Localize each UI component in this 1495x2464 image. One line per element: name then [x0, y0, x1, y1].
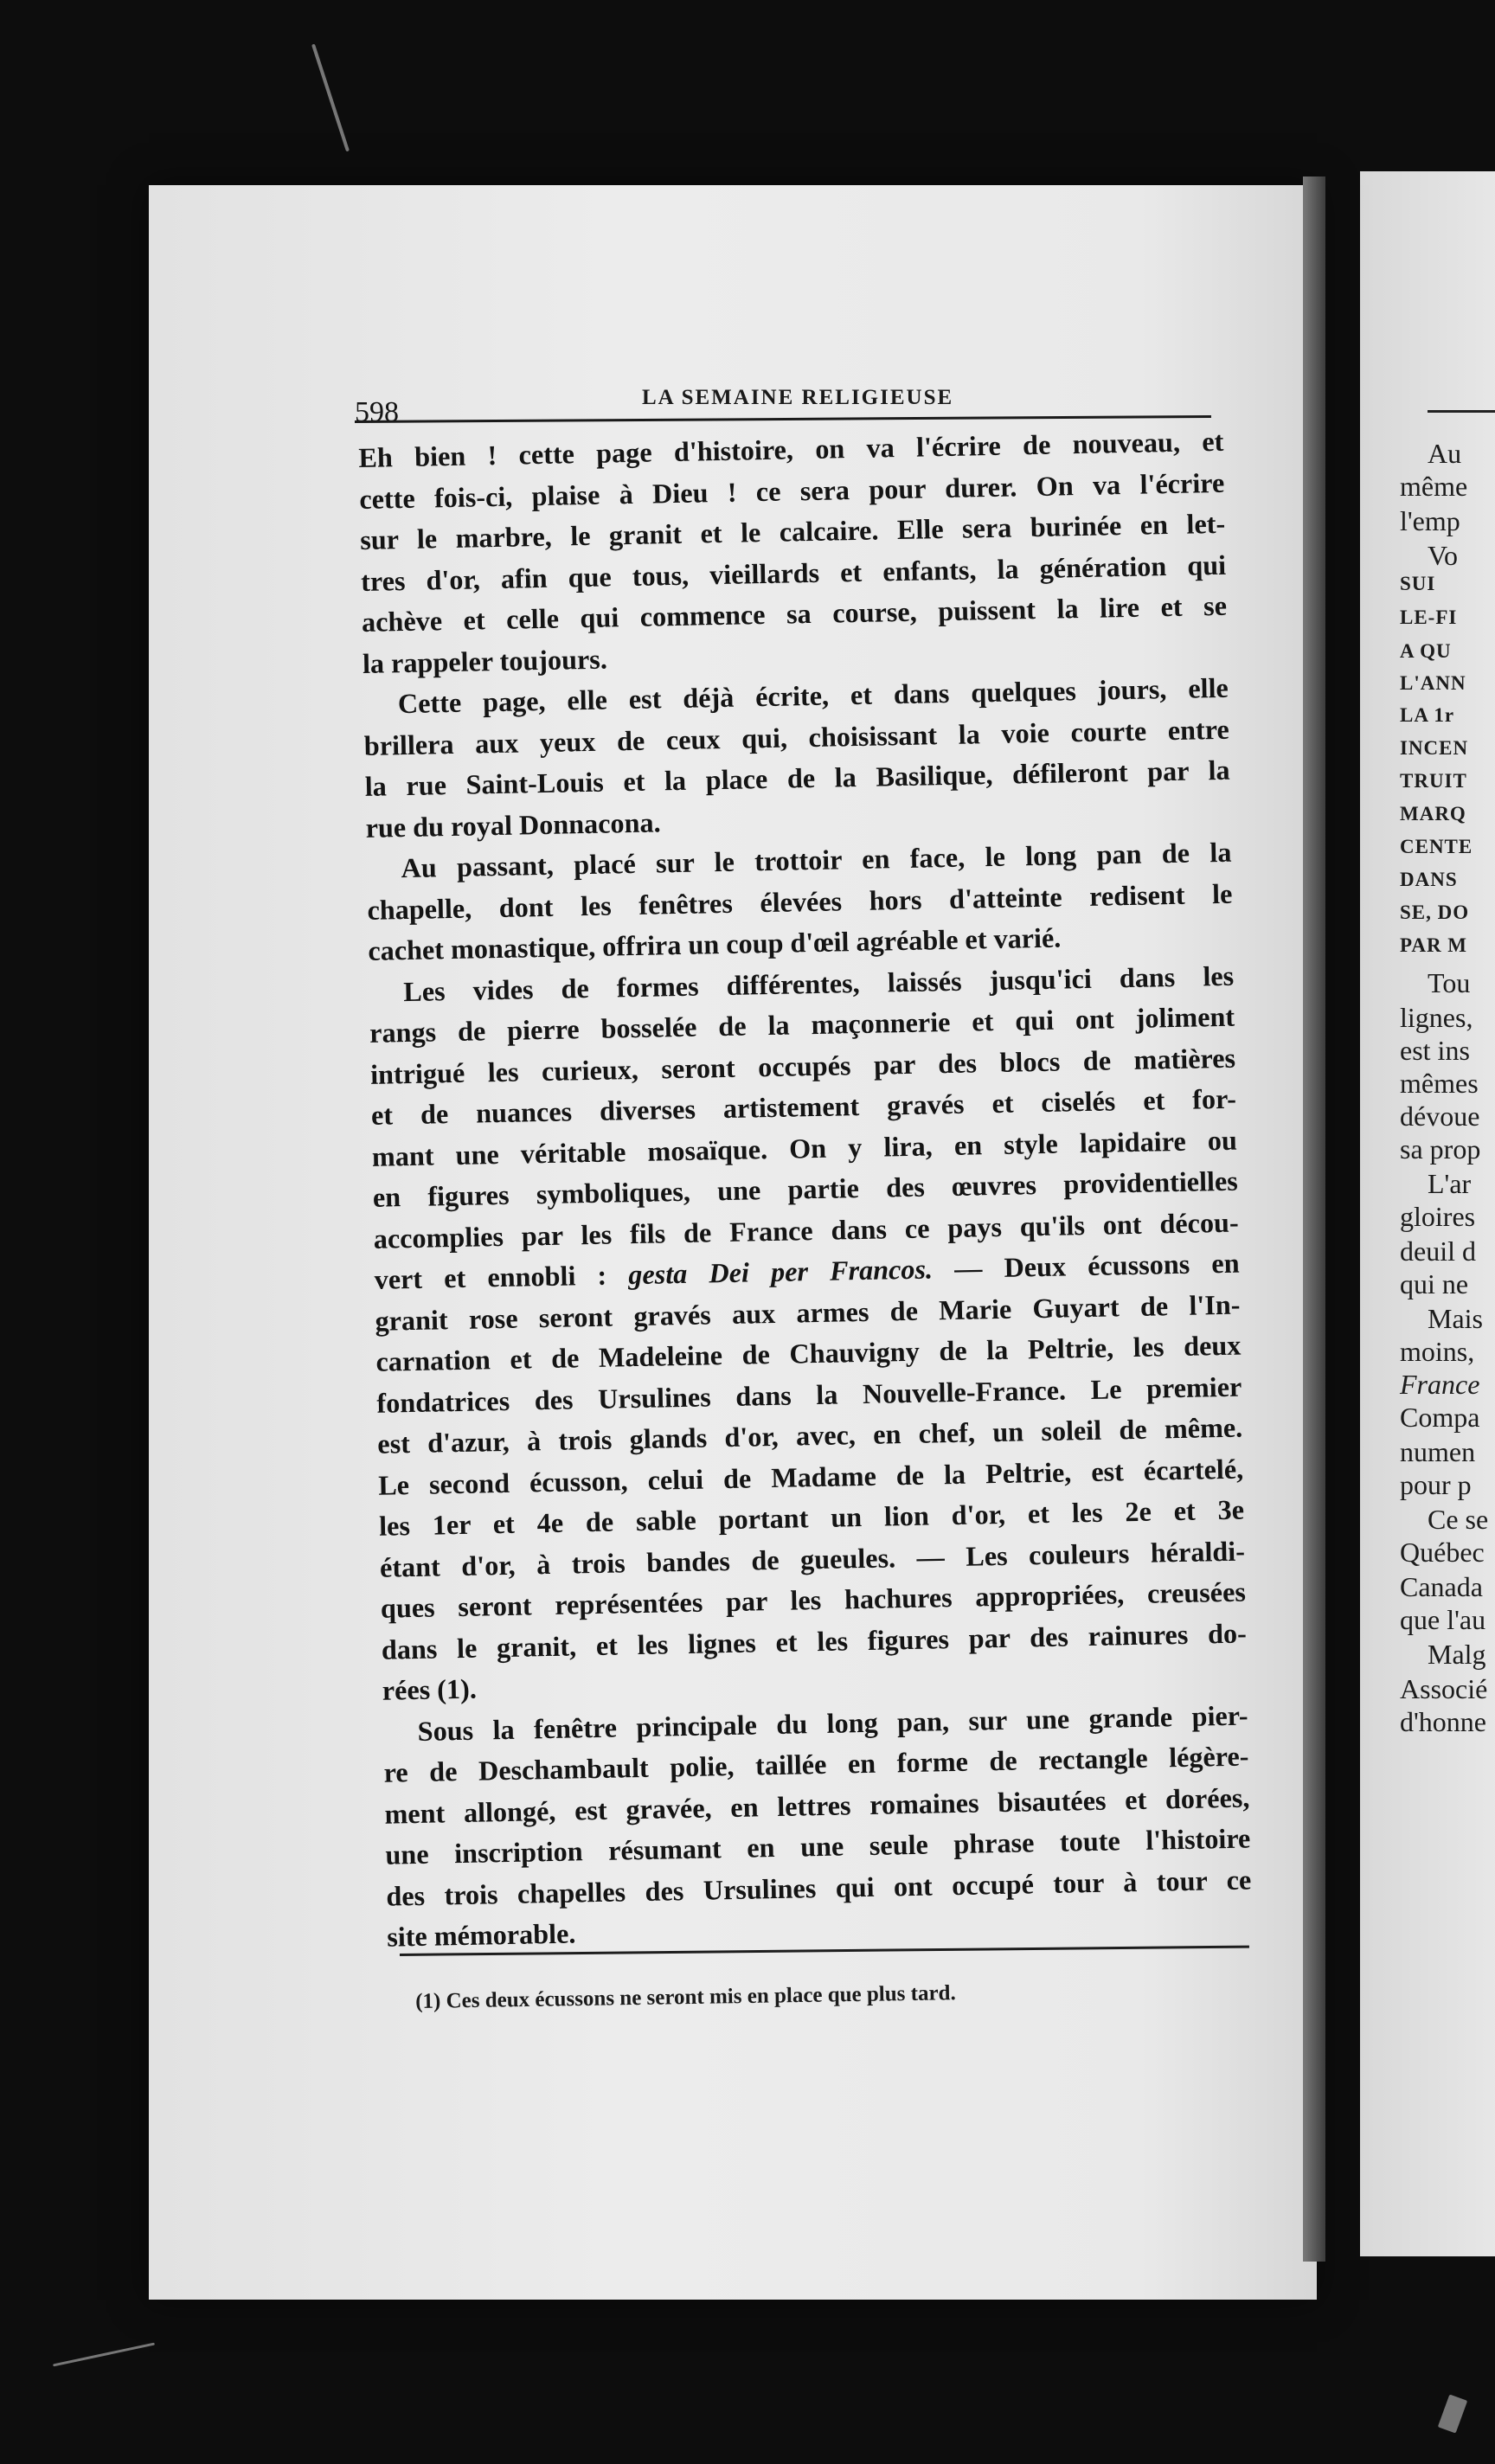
text-line: ques seront représentées par les hachures appropriées, creusées: [380, 1575, 1247, 1624]
facing-text-line: Compa: [1400, 1402, 1480, 1433]
facing-text-line: l'emp: [1400, 505, 1460, 536]
text-line: re de Deschambault polie, taillée en forme de rectangle légère-: [383, 1740, 1249, 1788]
facing-text-line: France: [1400, 1369, 1480, 1400]
text-line: Sous la fenêtre principale du long pan, sur une grande pier-: [417, 1699, 1248, 1747]
facing-text-line: même: [1400, 471, 1468, 502]
facing-text-line: A QU: [1400, 640, 1452, 662]
facing-text-line: deuil d: [1400, 1235, 1476, 1267]
text-line: étant d'or, à trois bandes de gueules. — Les couleurs héraldi-: [379, 1535, 1246, 1583]
facing-text-line: SUI: [1400, 573, 1436, 594]
text-line: chapelle, dont les fenêtres élevées hors d'atteinte redisent le: [367, 877, 1233, 926]
film-scratch: [1438, 2394, 1467, 2433]
text-line: accomplies par les fils de France dans ce pays qu'ils ont décou-: [373, 1206, 1239, 1254]
text-line: Au passant, placé sur le trottoir en face, le long pan de la: [401, 836, 1232, 884]
facing-page: [1360, 171, 1495, 2256]
text-line: granit rose seront gravés aux armes de Marie Guyart de l'In-: [375, 1288, 1241, 1337]
text-line: mant une véritable mosaïque. On y lira, en style lapidaire ou: [371, 1124, 1238, 1172]
facing-text-line: Vo: [1428, 540, 1458, 571]
text-line: carnation et de Madeleine de Chauvigny de la Peltrie, les deux: [375, 1329, 1242, 1377]
facing-text-line: LA 1r: [1400, 704, 1455, 726]
facing-text-line: TRUIT: [1400, 770, 1467, 792]
text-line: rangs de pierre bosselée de la maçonnerie et qui ont joliment: [369, 1000, 1235, 1049]
text-line: intrigué les curieux, seront occupés par des blocs de matières: [369, 1042, 1236, 1090]
facing-text-line: INCEN: [1400, 737, 1469, 759]
text-line: les 1er et 4e de sable portant un lion d'or, et les 2e et 3e: [378, 1493, 1245, 1542]
facing-text-line: numen: [1400, 1436, 1476, 1467]
body-text: [358, 421, 1253, 1958]
facing-text-line: gloires: [1400, 1201, 1476, 1232]
text-line: tres d'or, afin que tous, vieillards et enfants, la génération qui: [360, 549, 1227, 597]
text-line: ment allongé, est gravée, en lettres romaines bisautées et dorées,: [384, 1781, 1250, 1830]
facing-text-line: est ins: [1400, 1035, 1470, 1066]
page-number: 598: [355, 396, 399, 428]
latin-phrase: gesta Dei per Francos.: [627, 1253, 934, 1291]
facing-text-line: moins,: [1400, 1336, 1475, 1367]
facing-text-line: sa prop: [1400, 1133, 1481, 1165]
text-line: rées (1).: [382, 1672, 478, 1706]
film-scratch: [311, 44, 350, 152]
text-line: Le second écusson, celui de Madame de la Peltrie, est écartelé,: [377, 1453, 1244, 1501]
text-line: cette fois-ci, plaise à Dieu ! ce sera pour durer. On va l'écrire: [359, 466, 1225, 515]
text-line: cachet monastique, offrira un coup d'œil agréable et varié.: [368, 921, 1062, 966]
text-line: la rue Saint-Louis et la place de la Basilique, défileront par la: [364, 754, 1230, 802]
facing-text-line: LE-FI: [1400, 606, 1458, 628]
facing-text-line: PAR M: [1400, 934, 1468, 956]
facing-text-line: SE, DO: [1400, 902, 1470, 923]
facing-text-line: Au: [1428, 438, 1462, 469]
facing-text-line: qui ne: [1400, 1268, 1469, 1299]
text-line: fondatrices des Ursulines dans la Nouvelle-France. Le premier: [376, 1370, 1242, 1419]
facing-text-line: Tou: [1428, 967, 1471, 998]
text-line: sur le marbre, le granit et le calcaire. Elle sera burinée en let-: [359, 507, 1226, 555]
text-line: rue du royal Donnacona.: [365, 805, 661, 844]
facing-text-line: CENTE: [1400, 836, 1473, 857]
footnote: (1) Ces deux écussons ne seront mis en place que plus tard.: [415, 1981, 956, 2013]
facing-text-line: MARQ: [1400, 803, 1466, 825]
text-line: la rappeler toujours.: [362, 643, 608, 679]
text-line: dans le granit, et les lignes et les figures par des rainures do-: [381, 1617, 1248, 1665]
facing-text-line: d'honne: [1400, 1706, 1486, 1737]
text-line: est d'azur, à trois glands d'or, avec, en chef, un soleil de même.: [376, 1411, 1243, 1460]
text-line: des trois chapelles des Ursulines qui ont occupé tour à tour ce: [386, 1863, 1252, 1912]
facing-text-line: Canada: [1400, 1571, 1483, 1602]
facing-text-line: lignes,: [1400, 1002, 1473, 1033]
text-line: en figures symboliques, une partie des œuvres providentielles: [372, 1165, 1239, 1213]
text-line: vert et ennobli : gesta Dei per Francos. — Deux écussons en: [374, 1247, 1240, 1295]
text-line: une inscription résumant en une seule phrase toute l'histoire: [385, 1822, 1251, 1870]
text-line: Les vides de formes différentes, laissés jusqu'ici dans les: [402, 959, 1235, 1007]
text-line: et de nuances diverses artistement gravés et ciselés et for-: [370, 1082, 1237, 1131]
facing-text-line: que l'au: [1400, 1604, 1486, 1635]
text-line: site mémorable.: [386, 1917, 576, 1953]
facing-text-line: dévoue: [1400, 1100, 1480, 1132]
text-line: Cette page, elle est déjà écrite, et dans quelques jours, elle: [397, 671, 1229, 720]
film-scratch: [53, 2343, 155, 2367]
facing-text-line: mêmes: [1400, 1068, 1479, 1099]
text-line: brillera aux yeux de ceux qui, choisissant la voie courte entre: [363, 713, 1229, 761]
running-title: LA SEMAINE RELIGIEUSE: [642, 386, 954, 409]
facing-text-line: Mais: [1428, 1303, 1483, 1334]
facing-text-line: L'ar: [1428, 1168, 1472, 1199]
facing-text-line: DANS: [1400, 869, 1458, 890]
page-gutter: [1303, 176, 1325, 2262]
facing-text-line: Associé: [1400, 1673, 1488, 1704]
facing-text-line: Ce se: [1428, 1504, 1489, 1535]
text-line: achève et celle qui commence sa course, puissent la lire et se: [361, 589, 1228, 638]
facing-text-line: Malg: [1428, 1639, 1486, 1670]
facing-text-line: L'ANN: [1400, 672, 1466, 694]
running-head: [355, 377, 1220, 428]
text-line: Eh bien ! cette page d'histoire, on va l'écrire de nouveau, et: [358, 425, 1224, 473]
facing-head-rule: [1428, 410, 1495, 413]
facing-text-line: pour p: [1400, 1469, 1472, 1500]
facing-text-line: Québec: [1400, 1537, 1485, 1568]
